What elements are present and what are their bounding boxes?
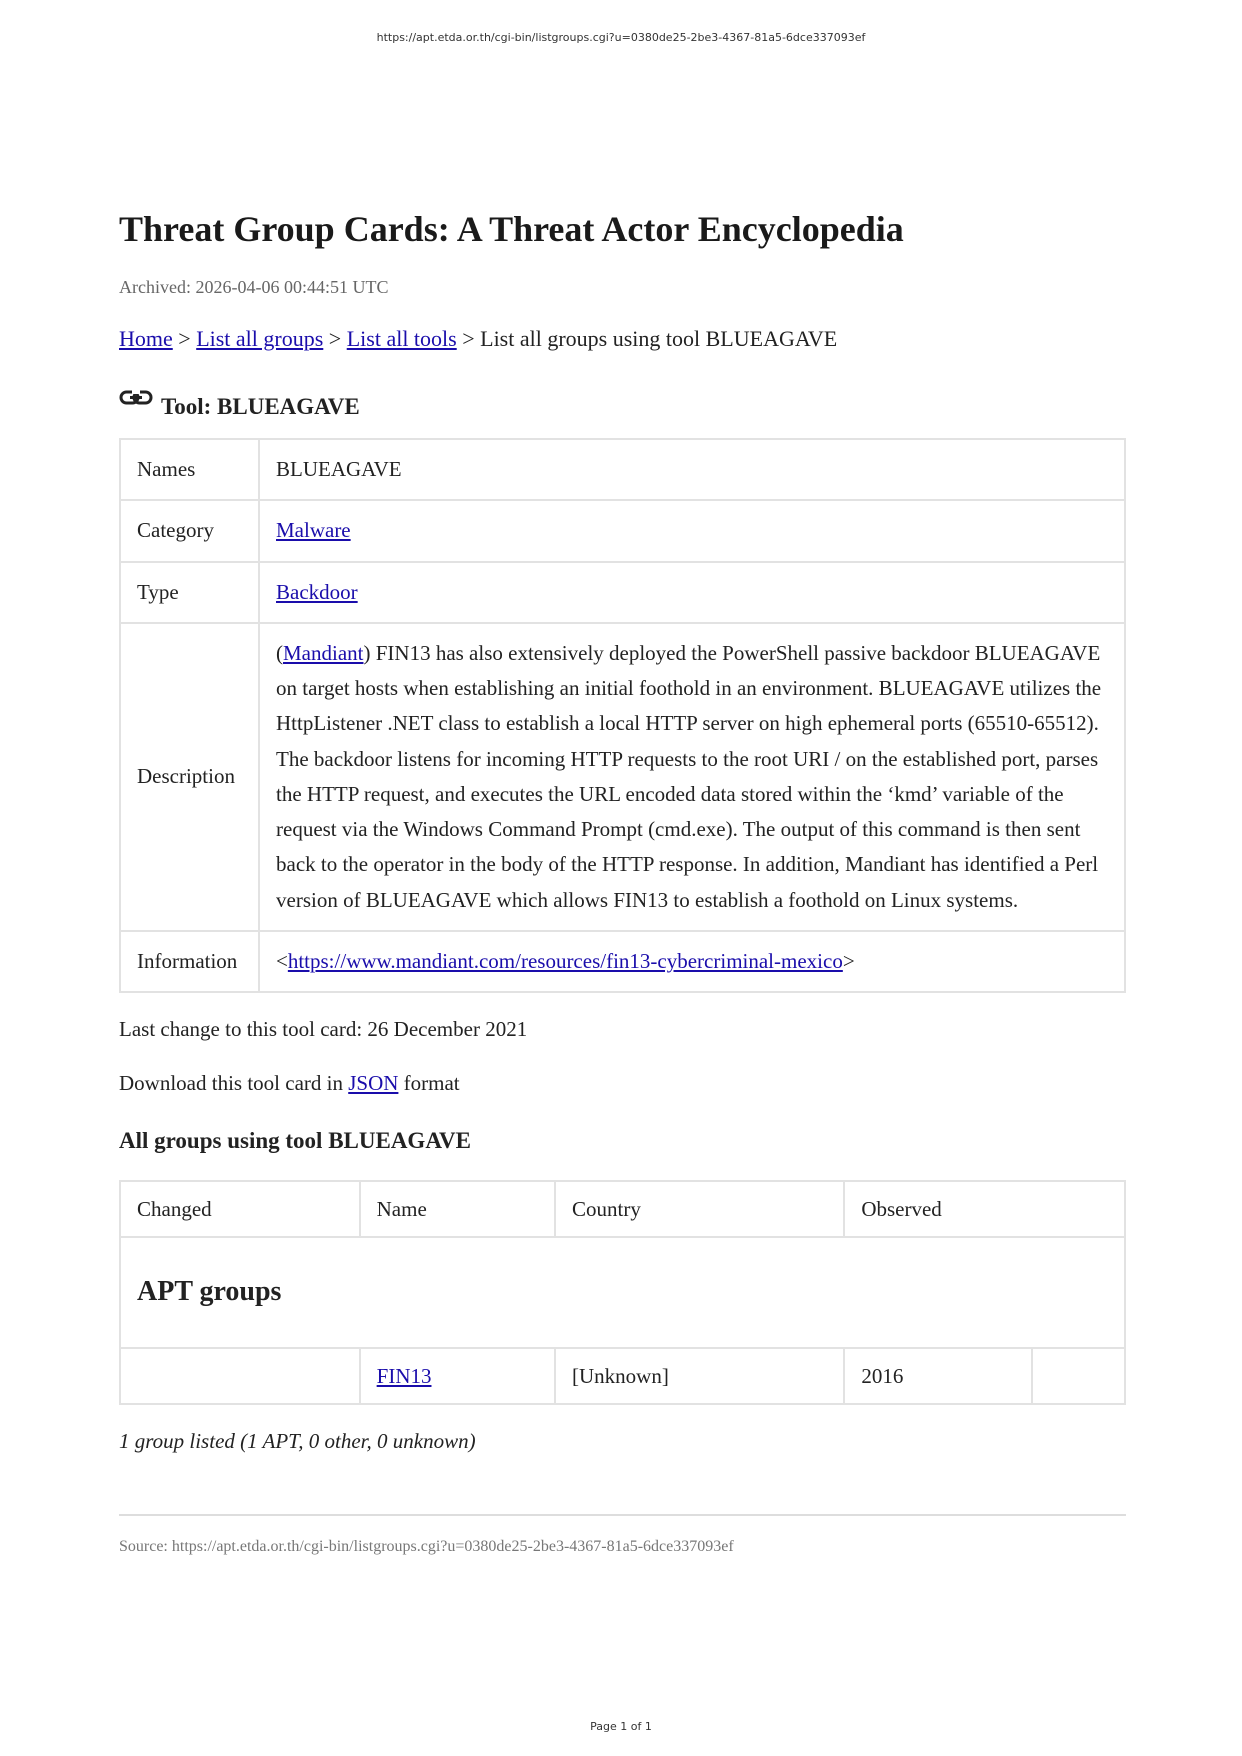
- groups-header-row: [120, 1181, 1125, 1237]
- last-change-text: Last change to this tool card: 26 December 2021: [119, 1017, 528, 1042]
- breadcrumb-separator: >: [172, 326, 197, 352]
- breadcrumb-list-groups-link[interactable]: List all groups: [196, 326, 324, 352]
- table-row: [120, 1348, 1125, 1404]
- breadcrumb-list-tools-link[interactable]: List all tools: [346, 326, 457, 352]
- download-prefix: Download this tool card in: [119, 1070, 349, 1095]
- information-link[interactable]: https://www.mandiant.com/resources/fin13-cybercriminal-mexico: [287, 948, 843, 973]
- breadcrumb-home-link[interactable]: Home: [119, 326, 173, 352]
- archived-timestamp: Archived: 2026-04-06 00:44:51 UTC: [119, 277, 389, 298]
- download-json-link[interactable]: JSON: [348, 1070, 399, 1095]
- page-title: Threat Group Cards: A Threat Actor Encyclopedia: [119, 209, 904, 249]
- information-close: >: [842, 948, 855, 973]
- group-name-cell: [360, 1348, 555, 1404]
- category-malware-link[interactable]: Malware: [276, 518, 351, 543]
- column-header-observed: Observed: [844, 1181, 1125, 1237]
- divider: [119, 1514, 1126, 1516]
- group-fin13-link[interactable]: FIN13: [376, 1363, 432, 1388]
- table-row: [120, 439, 1125, 500]
- print-header-url: https://apt.etda.or.th/cgi-bin/listgroups.cgi?u=0380de25-2be3-4367-81a5-6dce337093ef: [376, 31, 866, 44]
- groups-table: [119, 1180, 1126, 1405]
- main-content: [119, 208, 1126, 1556]
- group-changed-cell: [120, 1348, 360, 1404]
- description-mandiant-link[interactable]: Mandiant: [283, 640, 364, 665]
- type-cell: [259, 562, 1125, 623]
- breadcrumb-separator: >: [323, 326, 347, 352]
- download-suffix: format: [398, 1070, 460, 1095]
- tool-card-table: [119, 438, 1126, 993]
- breadcrumb-current: > List all groups using tool BLUEAGAVE: [456, 326, 838, 352]
- groups-summary: 1 group listed (1 APT, 0 other, 0 unknown): [119, 1429, 476, 1454]
- source-line: Source: https://apt.etda.or.th/cgi-bin/listgroups.cgi?u=0380de25-2be3-4367-81a5-6dce337093ef: [119, 1538, 734, 1556]
- type-backdoor-link[interactable]: Backdoor: [276, 579, 358, 604]
- tool-heading-text: Tool: BLUEAGAVE: [161, 393, 360, 419]
- names-label: Names: [120, 439, 259, 500]
- group-country-cell: [Unknown]: [555, 1348, 844, 1404]
- breadcrumb: [119, 324, 1126, 355]
- group-observed-cell: 2016: [844, 1348, 1032, 1404]
- column-header-changed: Changed: [120, 1181, 360, 1237]
- names-value: BLUEAGAVE: [259, 439, 1125, 500]
- information-cell: [259, 931, 1125, 992]
- groups-heading: All groups using tool BLUEAGAVE: [119, 1127, 471, 1153]
- category-cell: [259, 500, 1125, 561]
- information-label: Information: [120, 931, 259, 992]
- information-open: <: [276, 948, 288, 973]
- column-header-country: Country: [555, 1181, 844, 1237]
- column-header-name: Name: [360, 1181, 555, 1237]
- tool-heading: [119, 386, 1126, 420]
- table-row: [120, 623, 1125, 931]
- group-extra-cell: [1032, 1348, 1125, 1404]
- table-row: [120, 500, 1125, 561]
- download-line: [119, 1069, 1126, 1098]
- link-icon[interactable]: [119, 386, 153, 412]
- page-number: Page 1 of 1: [590, 1720, 652, 1733]
- table-row: [120, 562, 1125, 623]
- description-label: Description: [120, 623, 259, 931]
- description-cell: [259, 623, 1125, 931]
- apt-groups-title: APT groups: [120, 1237, 1125, 1348]
- type-label: Type: [120, 562, 259, 623]
- table-row: [120, 931, 1125, 992]
- description-open-paren: (: [276, 640, 283, 665]
- category-label: Category: [120, 500, 259, 561]
- section-row: [120, 1237, 1125, 1348]
- description-text: ) FIN13 has also extensively deployed the PowerShell passive backdoor BLUEAGAVE on target hosts when establishing an initial foothold in an environment. BLUEAGAVE utilizes the HttpListener .NET class to establish a local HTTP server on high ephemeral ports (65510-65512). The backdoor listens for incoming HTTP requests to the root URI / on the established port, parses the HTTP request, and executes the URL encoded data stored within the ‘kmd’ variable of the request via the Windows Command Prompt (cmd.exe). The output of this command is then sent back to the operator in the body of the HTTP response. In addition, Mandiant has identified a Perl version of BLUEAGAVE which allows FIN13 to establish a foothold on Linux systems.: [276, 640, 1102, 912]
